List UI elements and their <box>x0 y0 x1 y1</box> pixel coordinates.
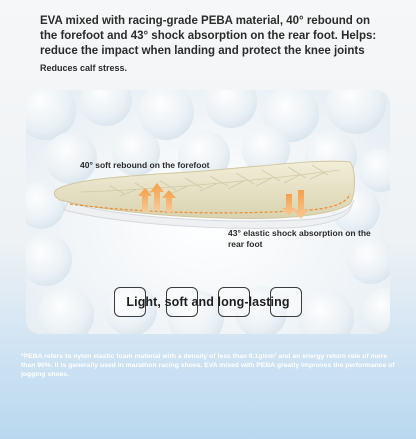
rearfoot-label: 43° elastic shock absorption on the rear foot <box>228 228 371 249</box>
headline: EVA mixed with racing-grade PEBA material, 40° rebound on the forefoot and 43° shock absorption on the rear foot. Helps: reduce the impact when landing and protect the knee joints <box>40 15 377 57</box>
subline: Reduces calf stress. <box>40 63 128 73</box>
tagline-badge <box>114 287 302 317</box>
tagline-text: Light, soft and long-lasting <box>126 295 290 309</box>
forefoot-label: 40° soft rebound on the forefoot <box>80 160 210 170</box>
footnote: *PEBA refers to nylon elastic foam material with a density of less than 0.1g/cm² and an energy return rate of more than 90%. It is generally used in marathon racing shoes. EVA mixed with PEBA greatly improves the performance of jogging shoes. <box>21 353 395 378</box>
